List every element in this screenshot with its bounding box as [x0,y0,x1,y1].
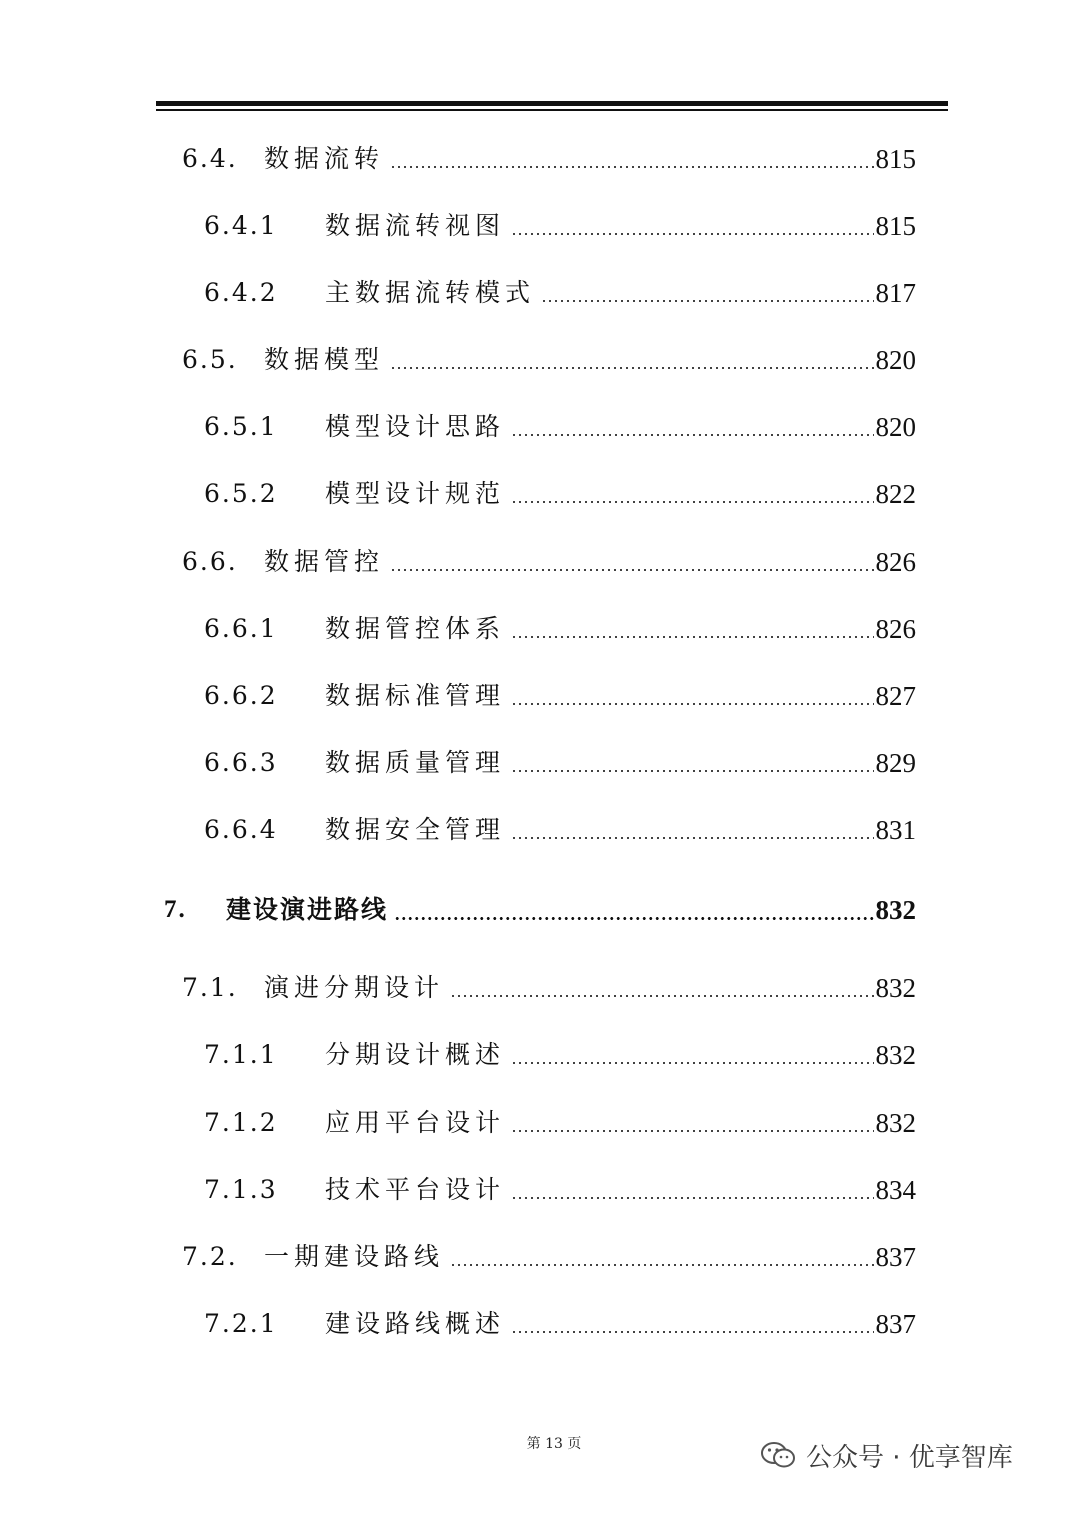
dot-leader [450,1264,873,1266]
dot-leader [390,166,873,168]
toc-title: 应用平台设计 [325,1108,506,1137]
toc-title: 分期设计概述 [325,1040,506,1069]
toc-title: 主数据流转模式 [325,278,536,307]
dot-leader [394,917,873,920]
toc-title: 数据质量管理 [325,748,506,777]
page-number-footer: 第 13 页 [526,1436,582,1452]
dot-leader [511,1130,873,1132]
toc-entry[interactable] [204,810,916,850]
toc-chapter-entry[interactable] [164,890,916,930]
toc-page-number: 837 [875,1242,916,1272]
toc-number: 6.4. [182,144,238,173]
toc-number: 6.6.2 [204,681,278,710]
toc-page-number: 832 [875,973,916,1003]
toc-entry[interactable] [182,1237,916,1277]
toc-number: 7.2. [182,1242,238,1271]
toc-title: 一期建设路线 [264,1242,445,1271]
toc-title: 模型设计规范 [325,479,506,508]
toc-number: 6.4.2 [204,278,278,307]
toc-number: 6.6.4 [204,815,278,844]
toc-entry[interactable] [182,968,916,1008]
toc-entry[interactable] [204,474,916,514]
toc-number: 6.6.1 [204,614,278,643]
toc-page-number: 832 [875,895,916,925]
toc-page-number: 815 [875,211,916,241]
toc-entry[interactable] [204,1035,916,1075]
dot-leader [511,233,873,235]
toc-page-number: 832 [875,1040,916,1070]
dot-leader [511,703,873,705]
toc-page-number: 829 [875,748,916,778]
toc-title: 数据管控 [264,547,385,576]
toc-title: 演进分期设计 [264,973,445,1002]
toc-entry[interactable] [204,676,916,716]
toc-page-number: 817 [875,278,916,308]
toc-page-number: 820 [875,412,916,442]
toc-page-number: 822 [875,479,916,509]
toc-title: 技术平台设计 [325,1175,506,1204]
dot-leader [511,770,873,772]
toc-page-number: 815 [875,144,916,174]
toc-title: 数据管控体系 [325,614,506,643]
toc-number: 7. [164,896,187,923]
dot-leader [390,569,873,571]
toc-entry[interactable] [182,340,916,380]
toc-title: 数据安全管理 [325,815,506,844]
toc-entry[interactable] [204,743,916,783]
dot-leader [511,837,873,839]
toc-title: 数据模型 [264,345,385,374]
toc-page-number: 837 [875,1309,916,1339]
wechat-official-account-icon [760,1440,796,1470]
toc-page-number: 832 [875,1108,916,1138]
toc-number: 6.5. [182,345,238,374]
toc-page-number: 826 [875,547,916,577]
toc-number: 6.5.2 [204,479,278,508]
toc-number: 6.6. [182,547,238,576]
watermark-text: 公众号 · 优享智库 [806,1442,1013,1473]
toc-title: 数据流转视图 [325,211,506,240]
watermark [760,1433,1013,1477]
dot-leader [511,1331,873,1333]
dot-leader [511,636,873,638]
toc-entry[interactable] [204,1304,916,1344]
toc-entry[interactable] [204,273,916,313]
header-rule-thick [156,101,948,106]
toc-title: 模型设计思路 [325,412,506,441]
toc-number: 7.1.3 [204,1175,278,1204]
toc-page-number: 827 [875,681,916,711]
toc-title: 数据流转 [264,144,385,173]
dot-leader [511,501,873,503]
toc-entry[interactable] [204,609,916,649]
toc-entry[interactable] [204,1103,916,1143]
toc-number: 7.1.1 [204,1040,278,1069]
toc-page-number: 820 [875,345,916,375]
toc-title: 数据标准管理 [325,681,506,710]
toc-number: 7.1. [182,973,238,1002]
dot-leader [511,434,873,436]
toc-entry[interactable] [204,206,916,246]
toc-page-number: 826 [875,614,916,644]
dot-leader [511,1197,873,1199]
dot-leader [450,995,873,997]
toc-entry[interactable] [204,407,916,447]
header-rule-thin [156,109,948,111]
toc-entry[interactable] [182,542,916,582]
dot-leader [541,300,873,302]
dot-leader [511,1062,873,1064]
toc-entry[interactable] [182,139,916,179]
toc-title: 建设演进路线 [226,895,389,924]
toc-title: 建设路线概述 [325,1309,506,1338]
toc-entry[interactable] [204,1170,916,1210]
dot-leader [390,367,873,369]
toc-number: 7.2.1 [204,1309,278,1338]
toc-number: 6.4.1 [204,211,278,240]
toc-page-number: 834 [875,1175,916,1205]
toc-page-number: 831 [875,815,916,845]
toc-number: 6.6.3 [204,748,278,777]
toc-number: 6.5.1 [204,412,278,441]
toc-number: 7.1.2 [204,1108,278,1137]
